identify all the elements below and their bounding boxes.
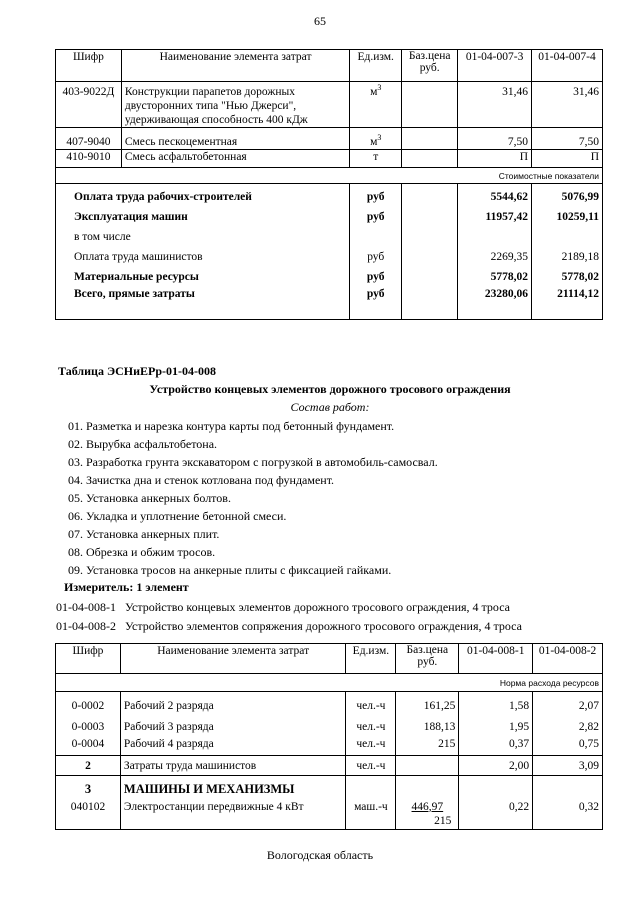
row-value-2: 7,50 — [532, 128, 603, 150]
header-price: Баз.цена руб. — [402, 50, 458, 82]
row-name: Конструкции парапетов дорожных двусторонних типа "Нью Джерси", удерживающая способность 400 кДж — [121, 82, 349, 128]
item-line — [56, 600, 510, 615]
row-price — [396, 796, 459, 830]
row-unit: $м^3$ — [350, 128, 402, 150]
header-col2: 01-04-008-2 — [533, 644, 603, 674]
summary-price — [402, 224, 458, 244]
summary-name: в том числе — [56, 224, 350, 244]
meter-label: Измеритель: 1 элемент — [64, 580, 189, 594]
row-value-1: 1,95 — [459, 713, 533, 734]
summary-unit: руб — [350, 244, 402, 264]
table-header-row — [56, 644, 603, 674]
row-name: Смесь асфальтобетонная — [121, 150, 349, 168]
section-unit — [346, 776, 396, 796]
summary-value-1: 23280,06 — [458, 284, 532, 320]
row-value-2: 31,46 — [532, 82, 603, 128]
table-row — [56, 796, 603, 830]
summary-name: Материальные ресурсы — [56, 264, 350, 284]
row-unit: чел.-ч — [346, 713, 396, 734]
header-col2: 01-04-007-4 — [532, 50, 603, 82]
summary-price — [402, 244, 458, 264]
section-code: 3 — [56, 776, 121, 796]
header-price: Баз.цена руб. — [396, 644, 459, 674]
header-unit: Ед.изм. — [350, 50, 402, 82]
summary-value-2: 2189,18 — [532, 244, 603, 264]
row-code: 040102 — [56, 796, 121, 830]
works-list — [68, 417, 438, 579]
cost-table-007 — [55, 49, 603, 320]
summary-row — [56, 284, 603, 320]
summary-name: Всего, прямые затраты — [56, 284, 350, 320]
row-name: Рабочий 2 разряда — [120, 692, 346, 713]
section-price — [396, 776, 459, 796]
item-text: Устройство элементов сопряжения дорожного тросового ограждения, 4 троса — [125, 619, 522, 633]
row-unit: чел.-ч — [346, 692, 396, 713]
row-unit: чел.-ч — [346, 756, 396, 776]
group-label: Стоимостные показатели — [56, 168, 603, 184]
section-value-2 — [533, 776, 603, 796]
summary-value-2: 21114,12 — [532, 284, 603, 320]
item-code: 01-04-008-2 — [56, 619, 116, 633]
row-value-1: 0,37 — [459, 734, 533, 756]
row-code: 403-9022Д — [56, 82, 122, 128]
summary-value-1: 2269,35 — [458, 244, 532, 264]
list-item: 04. Зачистка дна и стенок котлована под фундамент. — [68, 473, 335, 487]
list-item: 05. Установка анкерных болтов. — [68, 491, 231, 505]
summary-name: Оплата труда рабочих-строителей — [56, 184, 350, 204]
header-unit: Ед.изм. — [346, 644, 396, 674]
summary-row — [56, 224, 603, 244]
header-col1: 01-04-008-1 — [459, 644, 533, 674]
list-item: 01. Разметка и нарезка контура карты под бетонный фундамент. — [68, 419, 395, 433]
row-price: 188,13 — [396, 713, 459, 734]
row-name: Смесь пескоцементная — [121, 128, 349, 150]
summary-unit: руб — [350, 204, 402, 224]
summary-value-2 — [532, 224, 603, 244]
row-name: Электростанции передвижные 4 кВт — [120, 796, 346, 830]
list-item: 02. Вырубка асфальтобетона. — [68, 437, 218, 451]
row-value-1: П — [458, 150, 532, 168]
summary-unit: руб — [350, 264, 402, 284]
row-code: 407-9040 — [56, 128, 122, 150]
row-price — [402, 150, 458, 168]
table-label: Таблица ЭСНиЕРр-01-04-008 — [58, 364, 217, 378]
table-row — [56, 82, 603, 128]
group-label-row — [56, 674, 603, 692]
summary-value-2: 5076,99 — [532, 184, 603, 204]
row-code: 0-0003 — [56, 713, 121, 734]
summary-price — [402, 284, 458, 320]
summary-row — [56, 204, 603, 224]
resource-table-008 — [55, 643, 603, 830]
table-header-row — [56, 50, 603, 82]
summary-value-1: 11957,42 — [458, 204, 532, 224]
row-unit: чел.-ч — [346, 734, 396, 756]
row-unit: т — [350, 150, 402, 168]
summary-unit: руб — [350, 284, 402, 320]
summary-value-2: 10259,11 — [532, 204, 603, 224]
list-item: 06. Укладка и уплотнение бетонной смеси. — [68, 509, 287, 523]
summary-row — [56, 264, 603, 284]
summary-price — [402, 204, 458, 224]
page-number: 65 — [314, 14, 326, 28]
section-row — [56, 776, 603, 796]
row-price: 161,25 — [396, 692, 459, 713]
header-col1: 01-04-007-3 — [458, 50, 532, 82]
summary-value-1 — [458, 224, 532, 244]
group-label: Норма расхода ресурсов — [56, 674, 603, 692]
row-value-2: 0,75 — [533, 734, 603, 756]
row-code: 2 — [56, 756, 121, 776]
summary-price — [402, 184, 458, 204]
summary-price — [402, 264, 458, 284]
composition-title: Состав работ: — [290, 400, 370, 414]
summary-value-1: 5544,62 — [458, 184, 532, 204]
row-code: 0-0004 — [56, 734, 121, 756]
summary-row — [56, 244, 603, 264]
header-name: Наименование элемента затрат — [120, 644, 346, 674]
row-unit: маш.-ч — [346, 796, 396, 830]
row-name: Затраты труда машинистов — [120, 756, 346, 776]
summary-name: Эксплуатация машин — [56, 204, 350, 224]
list-item: 08. Обрезка и обжим тросов. — [68, 545, 216, 559]
row-name: Рабочий 3 разряда — [120, 713, 346, 734]
row-price — [396, 756, 459, 776]
row-value-1: 7,50 — [458, 128, 532, 150]
summary-value-1: 5778,02 — [458, 264, 532, 284]
header-code: Шифр — [56, 50, 122, 82]
section-name: МАШИНЫ И МЕХАНИЗМЫ — [120, 776, 346, 796]
item-code: 01-04-008-1 — [56, 600, 116, 614]
summary-unit: руб — [350, 184, 402, 204]
table-row — [56, 150, 603, 168]
row-unit: $м^3$ — [350, 82, 402, 128]
table-row — [56, 713, 603, 734]
item-text: Устройство концевых элементов дорожного тросового ограждения, 4 троса — [125, 600, 510, 614]
price-bottom: 215 — [434, 814, 452, 827]
list-item: 09. Установка тросов на анкерные плиты с фиксацией гайками. — [68, 563, 392, 577]
row-value-1: 1,58 — [459, 692, 533, 713]
labor-row — [56, 756, 603, 776]
row-code: 410-9010 — [56, 150, 122, 168]
summary-row — [56, 184, 603, 204]
header-name: Наименование элемента затрат — [121, 50, 349, 82]
row-value-1: 31,46 — [458, 82, 532, 128]
summary-name: Оплата труда машинистов — [56, 244, 350, 264]
list-item: 03. Разработка грунта экскаватором с погрузкой в автомобиль-самосвал. — [68, 455, 438, 469]
row-value-2: 2,07 — [533, 692, 603, 713]
group-label-row — [56, 168, 603, 184]
row-code: 0-0002 — [56, 692, 121, 713]
row-value-2: П — [532, 150, 603, 168]
row-value-2: 2,82 — [533, 713, 603, 734]
table-row — [56, 128, 603, 150]
row-price — [402, 82, 458, 128]
table-row — [56, 692, 603, 713]
summary-unit — [350, 224, 402, 244]
section-value-1 — [459, 776, 533, 796]
price-top: 446,97 — [411, 800, 444, 813]
row-value-1: 2,00 — [459, 756, 533, 776]
header-code: Шифр — [56, 644, 121, 674]
row-name: Рабочий 4 разряда — [120, 734, 346, 756]
table-row — [56, 734, 603, 756]
summary-value-2: 5778,02 — [532, 264, 603, 284]
item-line — [56, 619, 522, 634]
footer-region: Вологодская область — [266, 848, 374, 862]
row-value-1: 0,22 — [459, 796, 533, 830]
list-item: 07. Установка анкерных плит. — [68, 527, 220, 541]
row-price — [402, 128, 458, 150]
row-value-2: 0,32 — [533, 796, 603, 830]
section-title: Устройство концевых элементов дорожного тросового ограждения — [149, 382, 511, 396]
row-value-2: 3,09 — [533, 756, 603, 776]
row-price: 215 — [396, 734, 459, 756]
